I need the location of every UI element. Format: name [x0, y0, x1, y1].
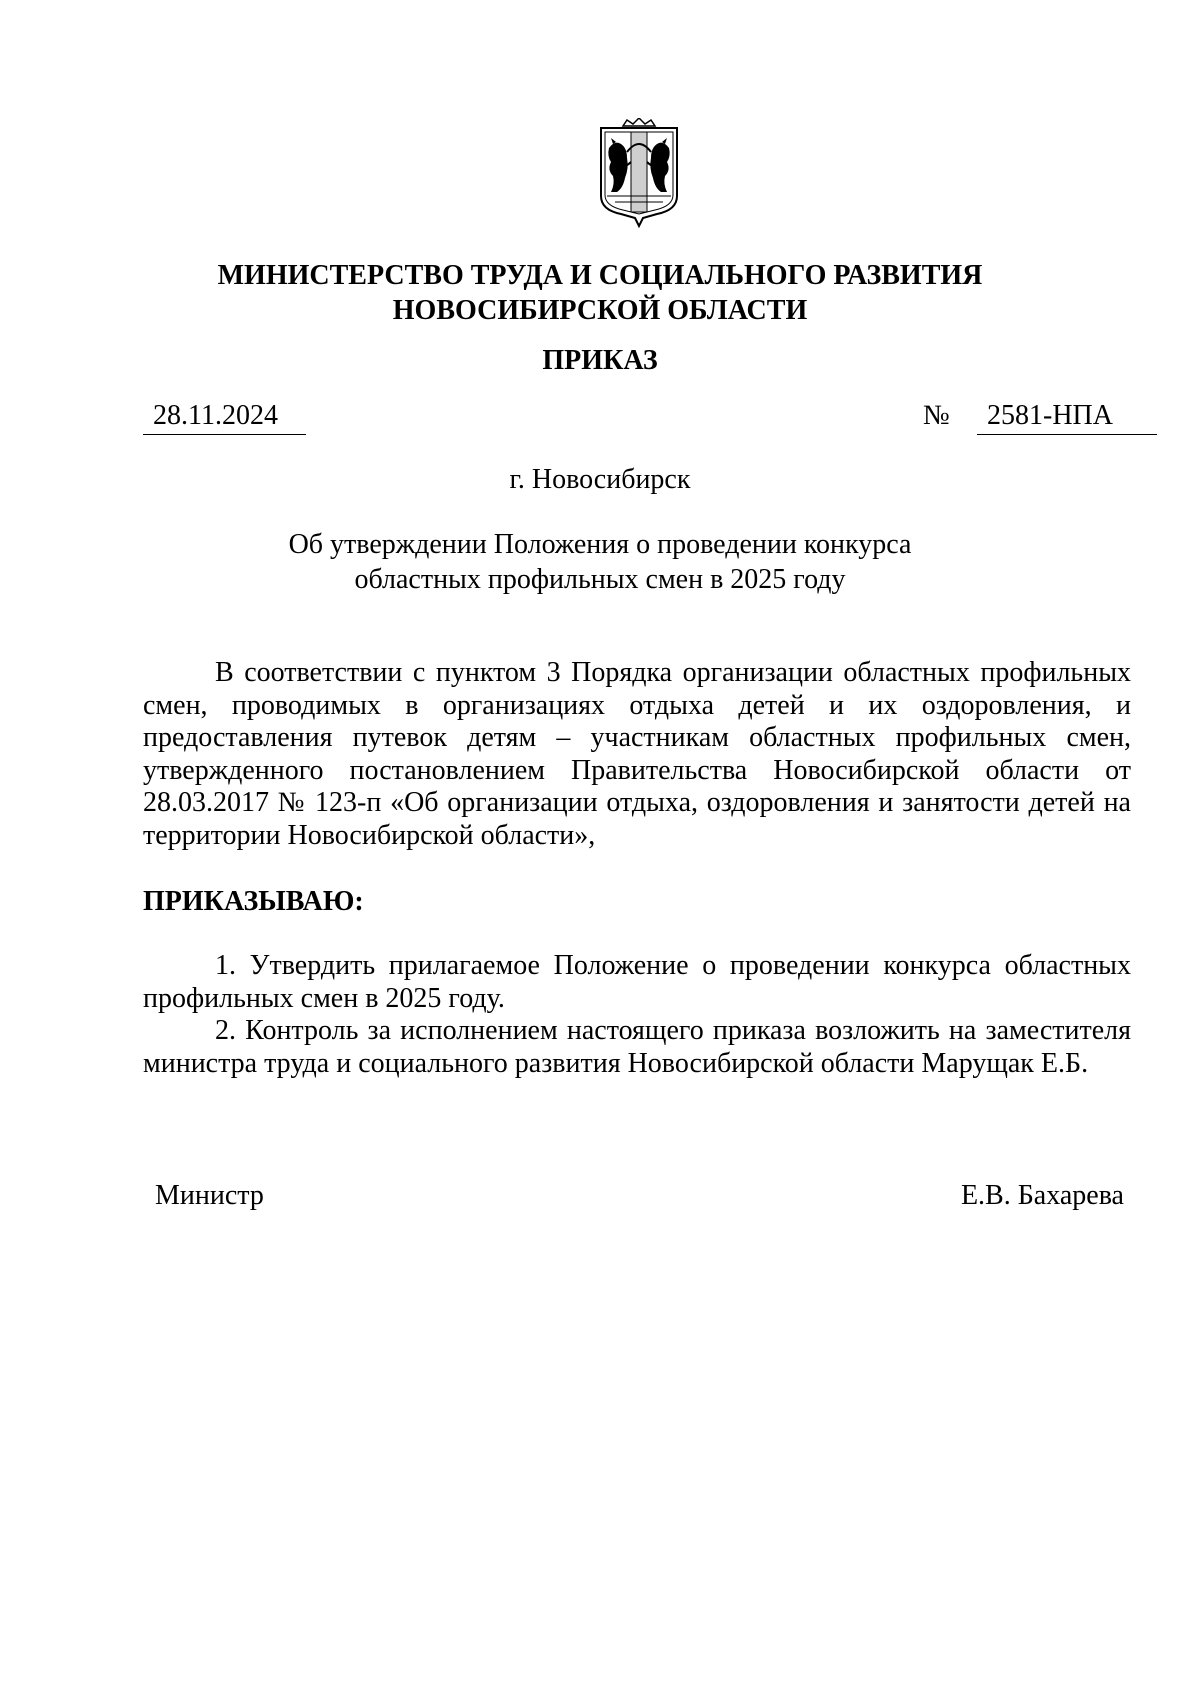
subject-line-2: областных профильных смен в 2025 году — [354, 564, 846, 595]
signer-name: Е.В. Бахарева — [960, 1180, 1124, 1211]
document-city: г. Новосибирск — [509, 464, 691, 495]
document-type: ПРИКАЗ — [542, 345, 658, 376]
organization-name — [0, 258, 1200, 328]
organization-line-1: МИНИСТЕРСТВО ТРУДА И СОЦИАЛЬНОГО РАЗВИТИЯ — [217, 260, 983, 291]
order-item-1: 1. Утвердить прилагаемое Положение о проведении конкурса областных профильных смен в 2025 году. — [143, 950, 1131, 1014]
subject-line-1: Об утверждении Положения о проведении конкурса — [288, 529, 912, 560]
organization-line-2: НОВОСИБИРСКОЙ ОБЛАСТИ — [392, 295, 808, 326]
document-number: 2581-НПА — [987, 400, 1113, 431]
signer-title: Министр — [155, 1180, 264, 1211]
preamble-paragraph: В соответствии с пунктом 3 Порядка организации областных профильных смен, проводимых в организациях отдыха детей и их оздоровления, и предоставления путевок детям – участникам областных профильных смен, утвержденного постановлением Правительства Новосибирской области от 28.03.2017 № 123-п «Об организации отдыха, оздоровления и занятости детей на территории Новосибирской области», — [143, 657, 1131, 851]
document-subject — [0, 527, 1200, 597]
document-date-field — [143, 398, 306, 435]
number-sign: № — [923, 400, 950, 431]
order-items — [143, 950, 1131, 1080]
coat-of-arms-icon — [597, 118, 681, 228]
document-date: 28.11.2024 — [153, 400, 278, 431]
order-directive: ПРИКАЗЫВАЮ: — [143, 886, 364, 917]
order-item-2: 2. Контроль за исполнением настоящего приказа возложить на заместителя министра труда и социального развития Новосибирской области Марущак Е.Б. — [143, 1015, 1131, 1079]
document-number-field — [977, 398, 1157, 435]
